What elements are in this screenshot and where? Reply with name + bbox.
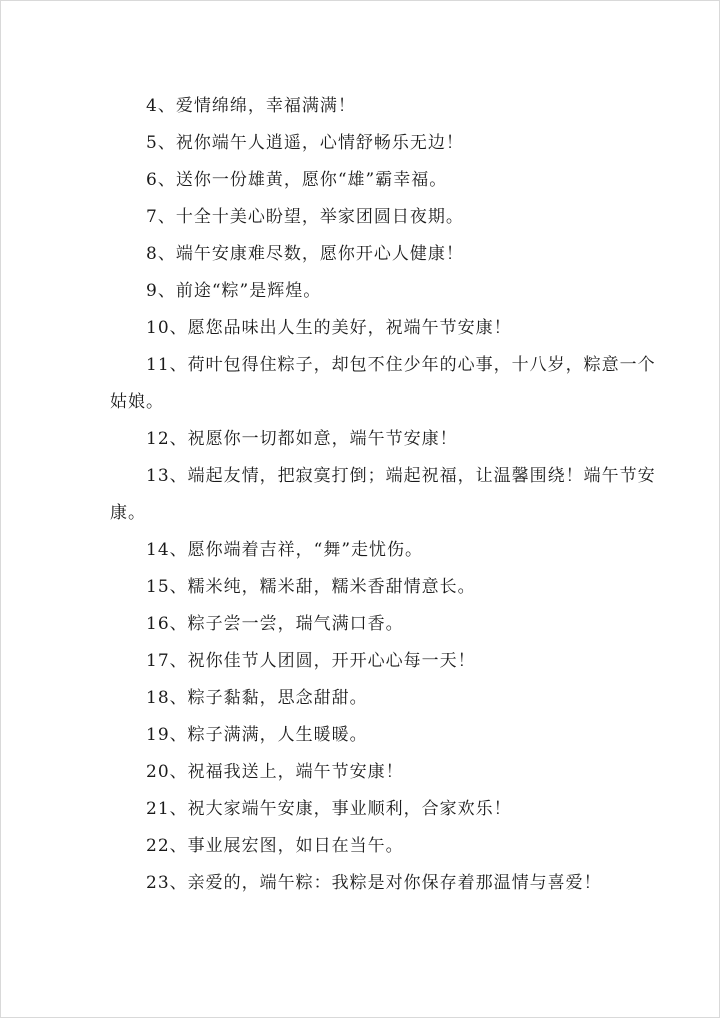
- text-line: 10、愿您品味出人生的美好，祝端午节安康！: [146, 318, 512, 338]
- text-line: 12、祝愿你一切都如意，端午节安康！: [146, 429, 458, 449]
- text-line: 14、愿你端着吉祥，“舞”走忧伤。: [146, 540, 424, 560]
- text-line: 15、糯米纯，糯米甜，糯米香甜情意长。: [146, 577, 476, 597]
- text-line: 20、祝福我送上，端午节安康！: [146, 762, 404, 782]
- text-line: 18、粽子黏黏，思念甜甜。: [146, 688, 368, 708]
- text-line: 8、端午安康难尽数，愿你开心人健康！: [146, 244, 464, 264]
- document-body: [0, 88, 720, 902]
- text-line: 23、亲爱的，端午粽：我粽是对你保存着那温情与喜爱！: [146, 873, 602, 893]
- text-line: 16、粽子尝一尝，瑞气满口香。: [146, 614, 404, 634]
- text-line: 7、十全十美心盼望，举家团圆日夜期。: [146, 207, 464, 227]
- text-line-continuation: 姑娘。: [110, 392, 164, 412]
- text-line: 22、事业展宏图，如日在当午。: [146, 836, 404, 856]
- text-line: 11、荷叶包得住粽子，却包不住少年的心事，十八岁，粽意一个: [146, 355, 656, 375]
- text-line-continuation: 康。: [110, 503, 146, 523]
- text-line: 13、端起友情，把寂寞打倒；端起祝福，让温馨围绕！端午节安: [146, 466, 656, 486]
- text-line: 21、祝大家端午安康，事业顺利，合家欢乐！: [146, 799, 512, 819]
- text-line: 17、祝你佳节人团圆，开开心心每一天！: [146, 651, 476, 671]
- text-line: 19、粽子满满，人生暖暖。: [146, 725, 368, 745]
- text-line: 5、祝你端午人逍遥，心情舒畅乐无边！: [146, 133, 464, 153]
- text-line: 6、送你一份雄黄，愿你“雄”霸幸福。: [146, 170, 448, 190]
- text-line: 4、爱情绵绵，幸福满满！: [146, 96, 356, 116]
- text-line: 9、前途“粽”是辉煌。: [146, 281, 322, 301]
